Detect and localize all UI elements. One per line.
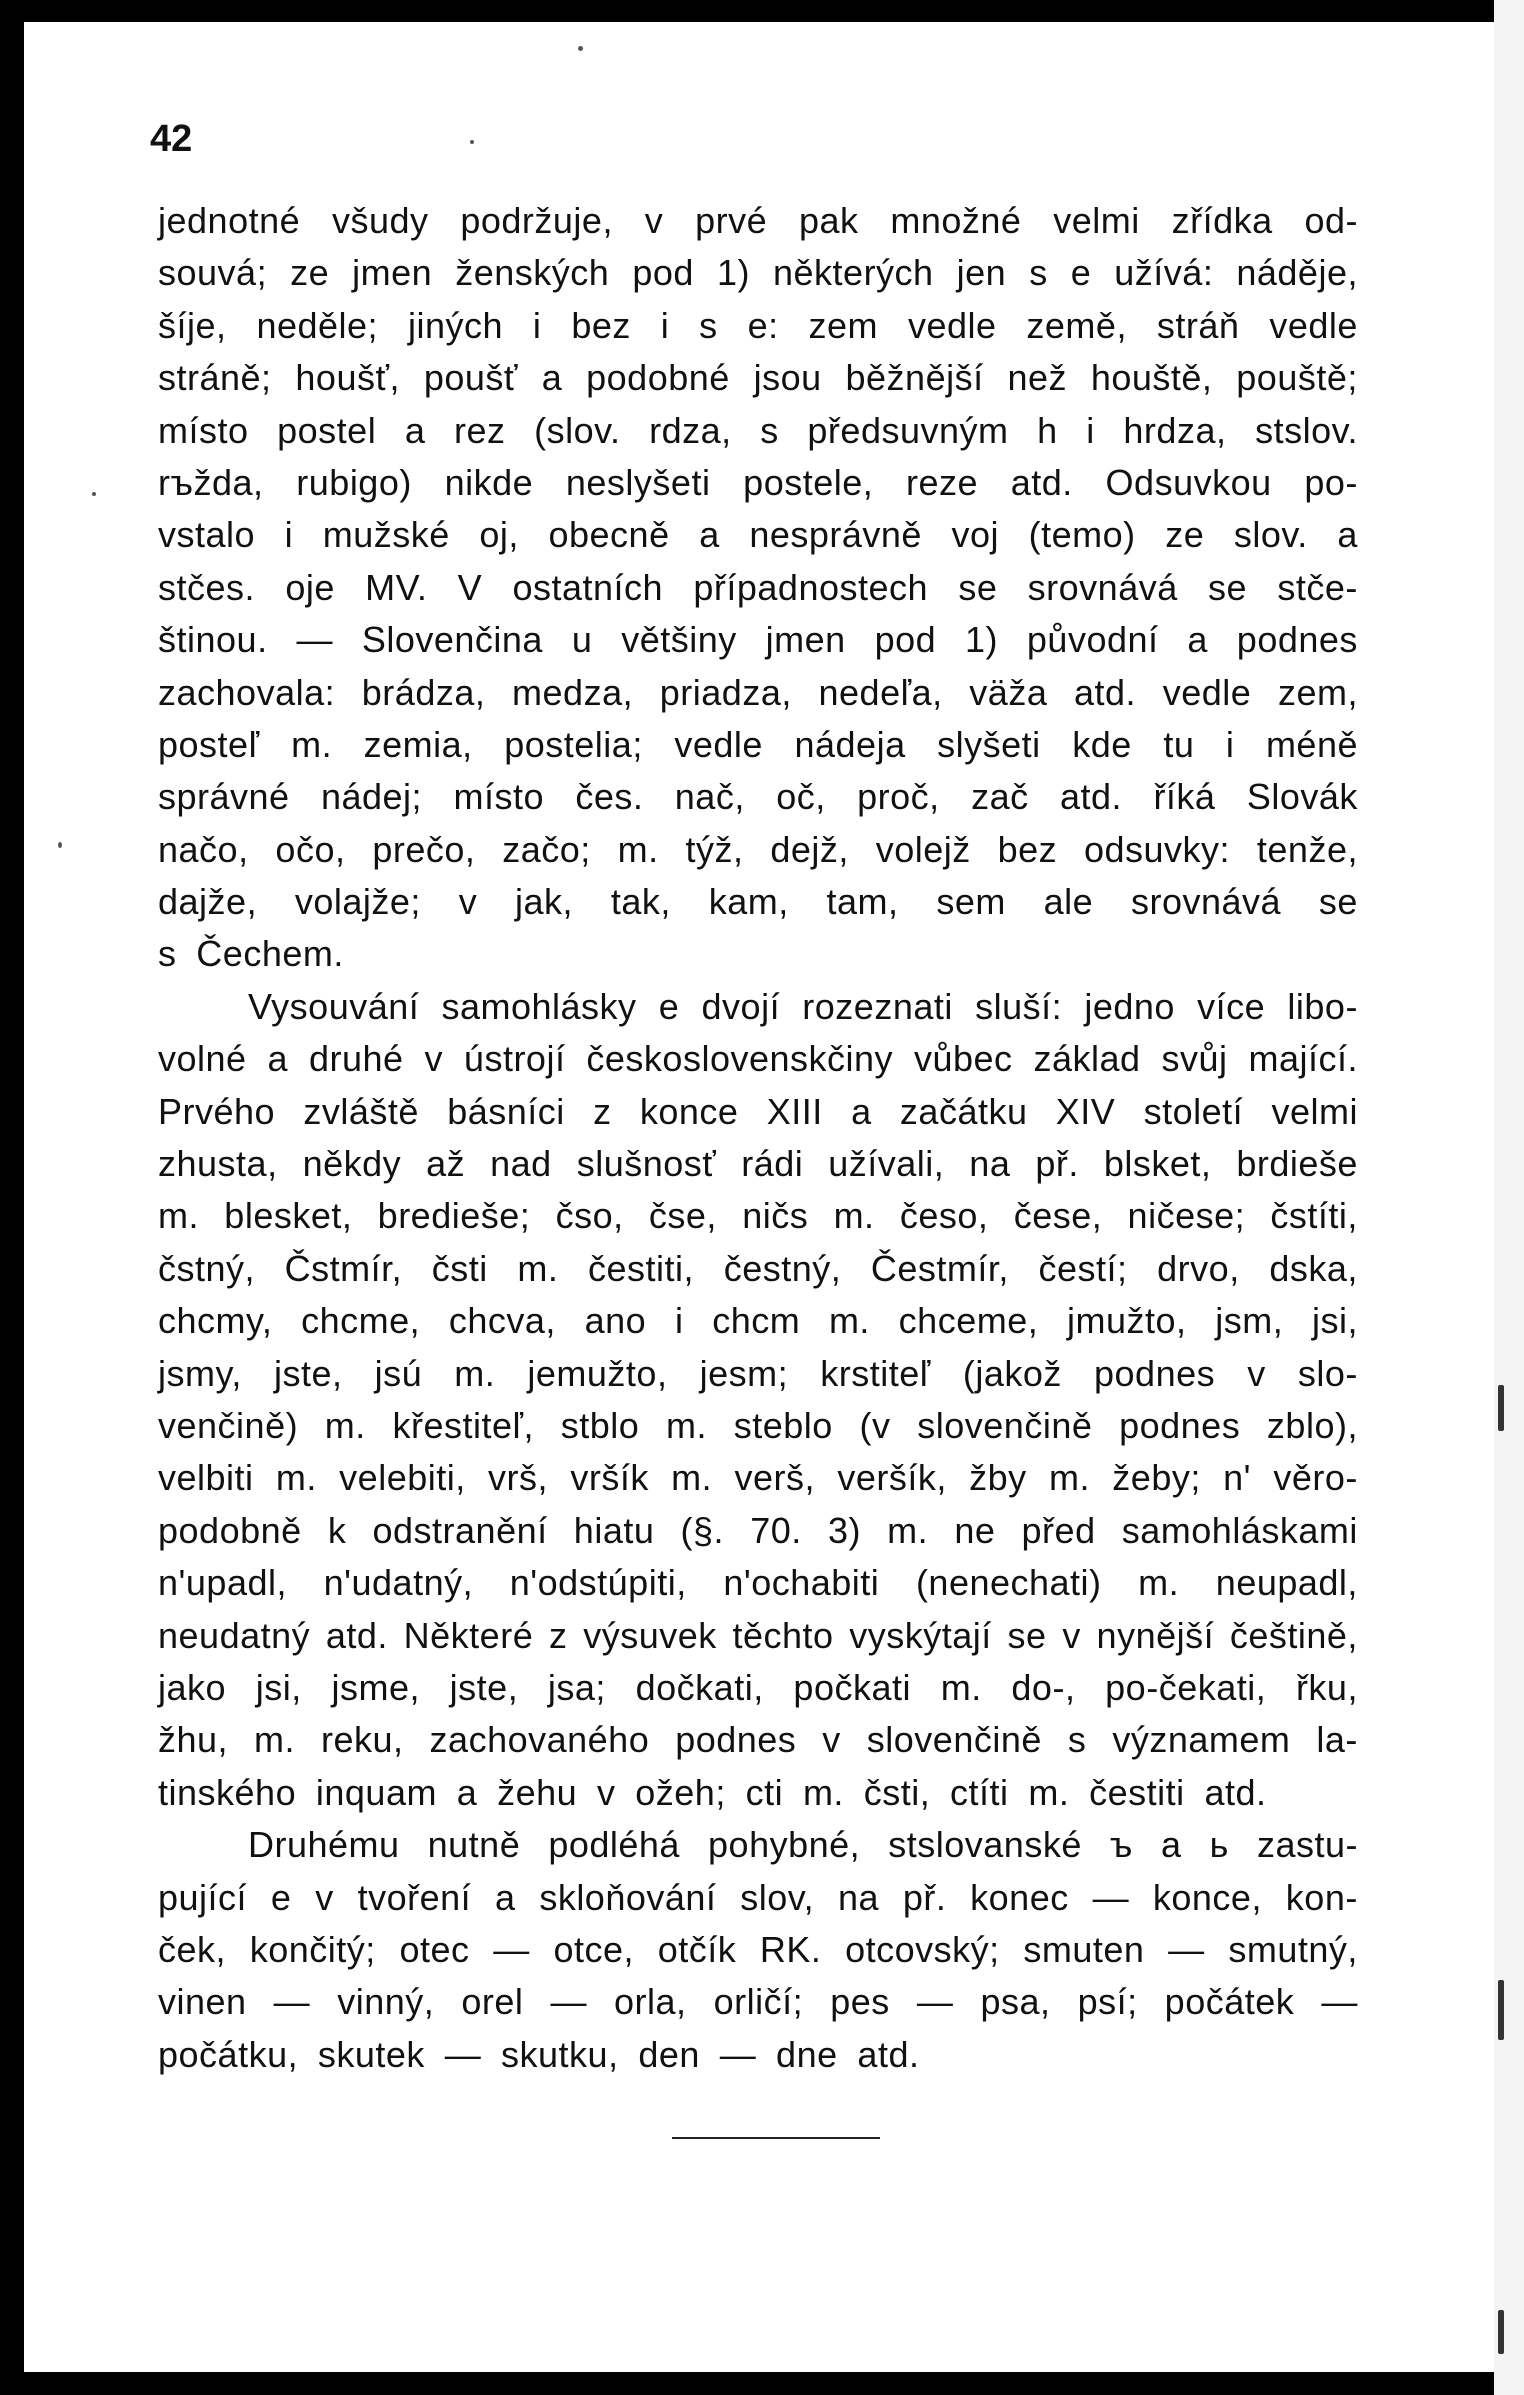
text-line: jsmy, jste, jsú m. jemužto, jesm; krstiteľ (jakož podnes v slo- <box>158 1352 1358 1394</box>
edge-mark <box>1498 1385 1504 1431</box>
text-line: zhusta, někdy až nad slušnosť rádi užívali, na př. blsket, brdieše <box>158 1143 1358 1185</box>
text-line: načo, očo, prečo, začo; m. týž, dejž, volejž bez odsuvky: tenže, <box>158 828 1358 870</box>
text-line: jednotné všudy podržuje, v prvé pak množné velmi zřídka od- <box>158 200 1358 241</box>
text-line: m. blesket, bredieše; čso, čse, ničs m. česo, čese, ničese; čstíti, <box>158 1195 1358 1237</box>
text-line: jako jsi, jsme, jste, jsa; dočkati, počkati m. do-, po-čekati, řku, <box>158 1666 1358 1708</box>
speck <box>578 46 583 51</box>
text-line: zachovala: brádza, medza, priadza, nedeľa, väža atd. vedle zem, <box>158 671 1358 713</box>
speck <box>92 492 96 496</box>
text-line: ček, končitý; otec — otce, otčík RK. otcovský; smuten — smutný, <box>158 1928 1358 1970</box>
text-line: podobně k odstranění hiatu (§. 70. 3) m. ne před samohláskami <box>158 1509 1358 1551</box>
text-line: vstalo i mužské oj, obecně a nesprávně voj (temo) ze slov. a <box>158 514 1358 556</box>
text-line: n'upadl, n'udatný, n'odstúpiti, n'ochabiti (nenechati) m. neupadl, <box>158 1562 1358 1604</box>
text-line: neudatný atd. Některé z výsuvek těchto vyskýtají se v nynější češtině, <box>158 1614 1358 1656</box>
text-line: stráně; houšť, poušť a podobné jsou běžnější než houště, pouště; <box>158 357 1358 399</box>
text-line: s Čechem. <box>158 933 344 975</box>
edge-mark <box>1498 1980 1504 2040</box>
text-line: souvá; ze jmen ženských pod 1) některých jen s e užívá: náděje, <box>158 252 1358 294</box>
text-line: pující e v tvoření a skloňování slov, na př. konec — konce, kon- <box>158 1876 1358 1918</box>
text-line: šíje, neděle; jiných i bez i s e: zem vedle země, stráň vedle <box>158 304 1358 346</box>
text-line: počátku, skutek — skutku, den — dne atd. <box>158 2033 920 2075</box>
text-line: volné a druhé v ústrojí československčiny vůbec základ svůj mající. <box>158 1038 1358 1080</box>
text-line: štinou. — Slovenčina u většiny jmen pod 1) původní a podnes <box>158 619 1358 661</box>
text-line: stčes. oje MV. V ostatních případnostech se srovnává se stče- <box>158 566 1358 608</box>
text-line: správné nádej; místo čes. nač, oč, proč, zač atd. říká Slovák <box>158 776 1358 818</box>
text-line: dajže, volajže; v jak, tak, kam, tam, sem ale srovnává se <box>158 881 1358 923</box>
end-rule <box>672 2137 880 2139</box>
edge-mark <box>1498 2310 1504 2354</box>
text-line: chcmy, chcme, chcva, ano i chcm m. chceme, jmužto, jsm, jsi, <box>158 1300 1358 1342</box>
speck <box>58 842 62 848</box>
adjacent-page-edge <box>1494 0 1524 2395</box>
text-line: rъžda, rubigo) nikde neslyšeti postele, reze atd. Odsuvkou po- <box>158 461 1358 503</box>
text-line: Druhému nutně podléhá pohybné, stslovanské ъ a ь zastu- <box>248 1824 1358 1866</box>
text-line: místo postel a rez (slov. rdza, s předsuvným h i hrdza, stslov. <box>158 409 1358 451</box>
page-number: 42 <box>150 118 193 160</box>
text-line: čstný, Čstmír, čsti m. čestiti, čestný, Čestmír, čestí; drvo, dska, <box>158 1247 1358 1289</box>
text-line: vinen — vinný, orel — orla, orličí; pes — psa, psí; počátek — <box>158 1981 1358 2023</box>
text-line: žhu, m. reku, zachovaného podnes v slovenčině s významem la- <box>158 1719 1358 1761</box>
text-line: venčině) m. křestiteľ, stblo m. steblo (v slovenčině podnes zblo), <box>158 1404 1358 1446</box>
text-line: Prvého zvláště básníci z konce XIII a začátku XIV století velmi <box>158 1090 1358 1132</box>
text-line: posteľ m. zemia, postelia; vedle nádeja slyšeti kde tu i méně <box>158 723 1358 765</box>
speck <box>470 140 474 144</box>
text-line: tinského inquam a žehu v ožeh; cti m. čsti, ctíti m. čestiti atd. <box>158 1771 1267 1813</box>
text-line: velbiti m. velebiti, vrš, vršík m. verš, veršík, žby m. žeby; n' věro- <box>158 1457 1358 1499</box>
body-text <box>158 195 1358 2081</box>
text-line: Vysouvání samohlásky e dvojí rozeznati sluší: jedno více libo- <box>248 985 1358 1027</box>
